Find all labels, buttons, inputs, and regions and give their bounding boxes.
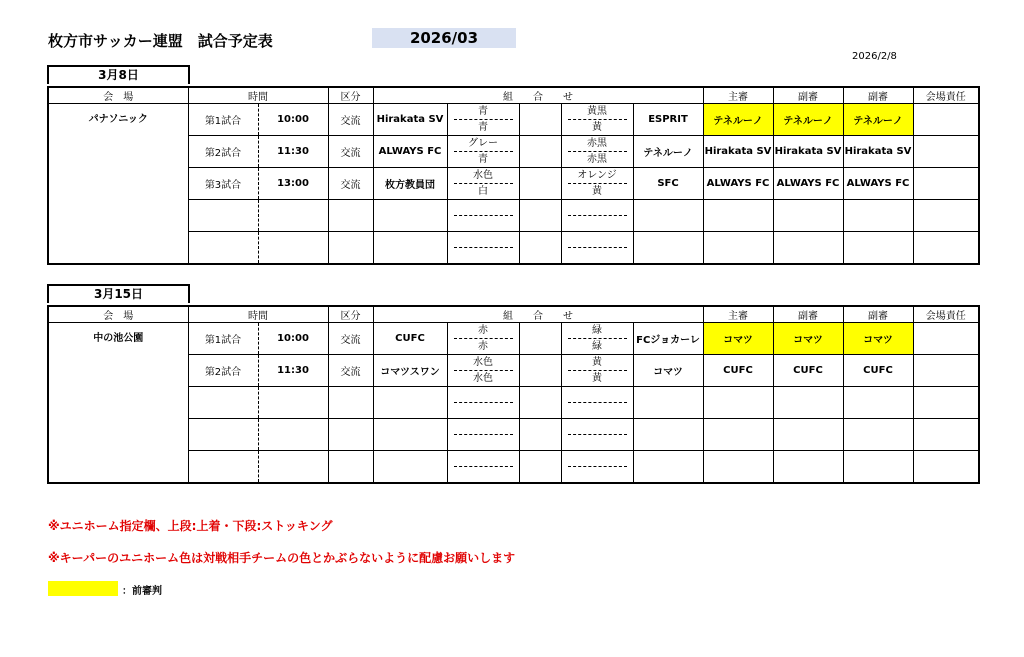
match-category (328, 200, 373, 232)
table-row (48, 232, 979, 265)
match-number: 第2試合 (188, 136, 258, 168)
stocking-color (448, 435, 519, 450)
venue-manager (913, 323, 979, 355)
team-home (373, 232, 447, 265)
legend-swatch (48, 581, 118, 596)
team-away (633, 232, 703, 265)
home-colors (447, 451, 519, 484)
team-home (373, 419, 447, 451)
page-title: 枚方市サッカー連盟 試合予定表 (48, 32, 273, 50)
team-away: SFC (633, 168, 703, 200)
uniform-color (568, 232, 627, 248)
match-category (328, 419, 373, 451)
stocking-color (448, 467, 519, 482)
header-time: 時間 (188, 87, 328, 104)
main-referee: CUFC (703, 355, 773, 387)
versus-spacer (519, 200, 561, 232)
table-row (48, 168, 979, 200)
main-referee: コマツ (703, 323, 773, 355)
assistant-referee-2: テネルーノ (843, 104, 913, 136)
table-row (48, 136, 979, 168)
away-colors (561, 387, 633, 419)
table-row (48, 387, 979, 419)
team-away: ESPRIT (633, 104, 703, 136)
match-number (188, 419, 258, 451)
home-colors (447, 136, 519, 168)
header-assistant-referee: 副審 (843, 87, 913, 104)
header-assistant-referee: 副審 (773, 306, 843, 323)
away-colors (561, 451, 633, 484)
venue-manager (913, 451, 979, 484)
venue-manager (913, 419, 979, 451)
kickoff-time (258, 451, 328, 484)
match-number (188, 232, 258, 265)
versus-spacer (519, 387, 561, 419)
stocking-color (448, 216, 519, 231)
table-row (48, 451, 979, 484)
venue-manager (913, 232, 979, 265)
header-kubun: 区分 (328, 306, 373, 323)
team-home (373, 200, 447, 232)
section-date: 3月8日 (47, 65, 190, 84)
stocking-color: 青 (478, 154, 488, 165)
header-assistant-referee: 副審 (843, 306, 913, 323)
assistant-referee-1: ALWAYS FC (773, 168, 843, 200)
stocking-color: 赤 (478, 341, 488, 352)
team-home: 枚方教員団 (373, 168, 447, 200)
schedule-table-1 (47, 86, 980, 265)
table-row (48, 355, 979, 387)
match-category: 交流 (328, 168, 373, 200)
away-colors (561, 168, 633, 200)
kickoff-time (258, 387, 328, 419)
stocking-color: 白 (478, 186, 488, 197)
uniform-color (454, 451, 513, 467)
note-uniform: ※ユニホーム指定欄、上段:上着・下段:ストッキング (48, 519, 333, 533)
away-colors (561, 104, 633, 136)
month-label: 2026/03 (372, 28, 516, 48)
team-away: テネルーノ (633, 136, 703, 168)
match-category: 交流 (328, 104, 373, 136)
uniform-color (454, 200, 513, 216)
versus-spacer (519, 323, 561, 355)
assistant-referee-2 (843, 387, 913, 419)
stocking-color: 黄 (592, 186, 602, 197)
match-number (188, 387, 258, 419)
stocking-color: 緑 (592, 341, 602, 352)
assistant-referee-1 (773, 419, 843, 451)
team-away (633, 200, 703, 232)
match-category: 交流 (328, 136, 373, 168)
home-colors (447, 323, 519, 355)
team-home (373, 387, 447, 419)
home-colors (447, 200, 519, 232)
versus-spacer (519, 451, 561, 484)
venue-manager (913, 104, 979, 136)
note-goalkeeper: ※キーパーのユニホーム色は対戦相手チームの色とかぶらないように配慮お願いします (48, 551, 516, 565)
stocking-color (448, 403, 519, 418)
assistant-referee-2: コマツ (843, 323, 913, 355)
schedule-table-2 (47, 305, 980, 484)
match-category: 交流 (328, 355, 373, 387)
home-colors (447, 104, 519, 136)
main-referee (703, 387, 773, 419)
kickoff-time: 10:00 (258, 104, 328, 136)
venue-name: パナソニック (48, 104, 188, 265)
uniform-color (454, 387, 513, 403)
main-referee: テネルーノ (703, 104, 773, 136)
stocking-color: 黄 (592, 122, 602, 133)
header-time: 時間 (188, 306, 328, 323)
stocking-color: 青 (478, 122, 488, 133)
kickoff-time (258, 200, 328, 232)
match-number: 第3試合 (188, 168, 258, 200)
team-home: ALWAYS FC (373, 136, 447, 168)
home-colors (447, 387, 519, 419)
venue-manager (913, 355, 979, 387)
venue-manager (913, 200, 979, 232)
assistant-referee-2: Hirakata SV (843, 136, 913, 168)
stocking-color: 黄 (592, 373, 602, 384)
team-away (633, 419, 703, 451)
stocking-color (562, 467, 633, 482)
table-row (48, 419, 979, 451)
uniform-color: 青 (454, 104, 513, 120)
versus-spacer (519, 168, 561, 200)
table-row (48, 323, 979, 355)
assistant-referee-1 (773, 387, 843, 419)
assistant-referee-1 (773, 451, 843, 484)
team-away: コマツ (633, 355, 703, 387)
header-kubun: 区分 (328, 87, 373, 104)
team-away: FCジョカーレ (633, 323, 703, 355)
home-colors (447, 232, 519, 265)
team-home: CUFC (373, 323, 447, 355)
match-number (188, 200, 258, 232)
stocking-color (562, 216, 633, 231)
kickoff-time (258, 419, 328, 451)
away-colors (561, 355, 633, 387)
kickoff-time: 10:00 (258, 323, 328, 355)
venue-name: 中の池公園 (48, 323, 188, 484)
versus-spacer (519, 232, 561, 265)
uniform-color: グレー (454, 136, 513, 152)
away-colors (561, 136, 633, 168)
match-number: 第1試合 (188, 323, 258, 355)
team-home: コマツスワン (373, 355, 447, 387)
match-category (328, 451, 373, 484)
table-row (48, 104, 979, 136)
header-venue-manager: 会場責任 (913, 87, 979, 104)
header-venue-manager: 会場責任 (913, 306, 979, 323)
team-away (633, 387, 703, 419)
assistant-referee-1: コマツ (773, 323, 843, 355)
venue-manager (913, 387, 979, 419)
versus-spacer (519, 355, 561, 387)
header-matchup: 組 合 せ (373, 87, 703, 104)
uniform-color: 緑 (568, 323, 627, 339)
match-number: 第1試合 (188, 104, 258, 136)
uniform-color (568, 200, 627, 216)
kickoff-time: 11:30 (258, 355, 328, 387)
section-date: 3月15日 (47, 284, 190, 303)
header-matchup: 組 合 せ (373, 306, 703, 323)
main-referee (703, 200, 773, 232)
team-home (373, 451, 447, 484)
table-row (48, 200, 979, 232)
uniform-color (568, 387, 627, 403)
away-colors (561, 419, 633, 451)
match-number (188, 451, 258, 484)
main-referee: ALWAYS FC (703, 168, 773, 200)
versus-spacer (519, 419, 561, 451)
match-number: 第2試合 (188, 355, 258, 387)
assistant-referee-2 (843, 200, 913, 232)
uniform-color: 水色 (454, 168, 513, 184)
issued-date: 2026/2/8 (852, 51, 897, 62)
assistant-referee-2: CUFC (843, 355, 913, 387)
home-colors (447, 355, 519, 387)
kickoff-time (258, 232, 328, 265)
assistant-referee-2 (843, 419, 913, 451)
main-referee (703, 451, 773, 484)
assistant-referee-1: Hirakata SV (773, 136, 843, 168)
team-away (633, 451, 703, 484)
stocking-color: 赤黒 (587, 154, 607, 165)
assistant-referee-2 (843, 451, 913, 484)
team-home: Hirakata SV (373, 104, 447, 136)
uniform-color (568, 451, 627, 467)
assistant-referee-2 (843, 232, 913, 265)
uniform-color: 赤黒 (568, 136, 627, 152)
main-referee (703, 419, 773, 451)
uniform-color (568, 419, 627, 435)
uniform-color: 黄 (568, 355, 627, 371)
uniform-color (454, 232, 513, 248)
header-main-referee: 主審 (703, 87, 773, 104)
away-colors (561, 200, 633, 232)
stocking-color: 水色 (473, 373, 493, 384)
uniform-color (454, 419, 513, 435)
stocking-color (562, 248, 633, 263)
kickoff-time: 11:30 (258, 136, 328, 168)
uniform-color: オレンジ (568, 168, 627, 184)
legend-label: ：前審判 (122, 586, 162, 597)
away-colors (561, 232, 633, 265)
uniform-color: 水色 (454, 355, 513, 371)
assistant-referee-1 (773, 232, 843, 265)
assistant-referee-2: ALWAYS FC (843, 168, 913, 200)
assistant-referee-1: テネルーノ (773, 104, 843, 136)
versus-spacer (519, 104, 561, 136)
uniform-color: 黄黒 (568, 104, 627, 120)
away-colors (561, 323, 633, 355)
stocking-color (562, 403, 633, 418)
venue-manager (913, 136, 979, 168)
match-category (328, 232, 373, 265)
home-colors (447, 168, 519, 200)
match-category: 交流 (328, 323, 373, 355)
header-main-referee: 主審 (703, 306, 773, 323)
versus-spacer (519, 136, 561, 168)
header-venue: 会 場 (48, 306, 188, 323)
header-assistant-referee: 副審 (773, 87, 843, 104)
match-category (328, 387, 373, 419)
uniform-color: 赤 (454, 323, 513, 339)
main-referee (703, 232, 773, 265)
venue-manager (913, 168, 979, 200)
assistant-referee-1 (773, 200, 843, 232)
kickoff-time: 13:00 (258, 168, 328, 200)
stocking-color (562, 435, 633, 450)
stocking-color (448, 248, 519, 263)
home-colors (447, 419, 519, 451)
assistant-referee-1: CUFC (773, 355, 843, 387)
header-venue: 会 場 (48, 87, 188, 104)
main-referee: Hirakata SV (703, 136, 773, 168)
